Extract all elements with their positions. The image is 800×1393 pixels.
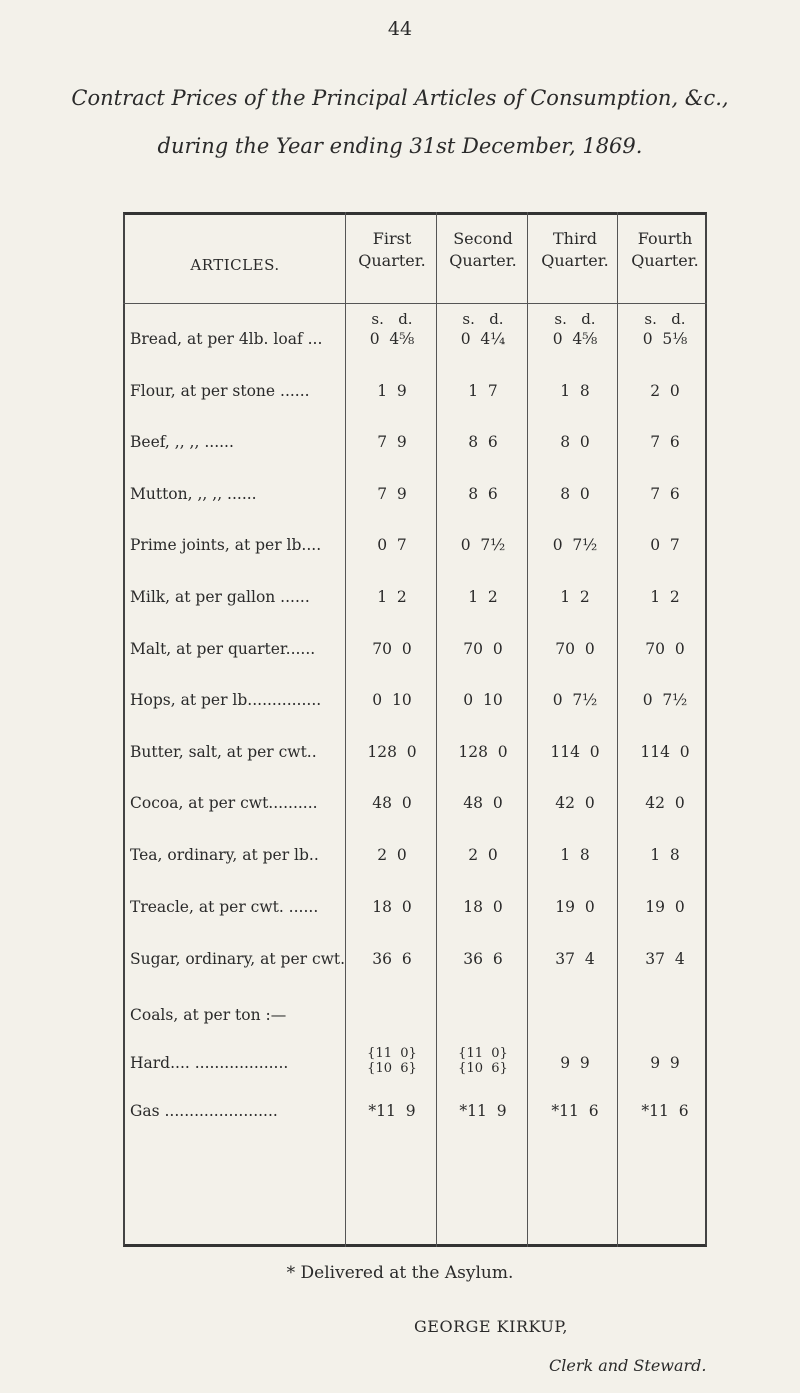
cell-q2: 128 0	[458, 743, 508, 761]
header-articles: ARTICLES.	[190, 256, 280, 274]
cell-q4: 1 8	[650, 846, 680, 864]
row-label: Flour, at per stone ......	[130, 382, 310, 400]
cell-q1: 1 2	[377, 588, 407, 606]
page-subtitle: during the Year ending 31st December, 1869.	[157, 134, 643, 158]
page-title: Contract Prices of the Principal Articles of Consumption, &c.,	[71, 86, 729, 110]
units-label: s. d.	[371, 310, 413, 328]
footnote: * Delivered at the Asylum.	[286, 1263, 514, 1283]
table-row	[0, 485, 800, 515]
row-label: Treacle, at per cwt. ......	[130, 898, 319, 916]
cell-q2: 48 0	[463, 794, 503, 812]
cell-q4: 70 0	[645, 640, 685, 658]
cell-q1: 70 0	[372, 640, 412, 658]
row-label: Mutton, ,, ,, ......	[130, 485, 257, 503]
cell-q1: 0 10	[372, 691, 412, 709]
row-label: Cocoa, at per cwt..........	[130, 794, 318, 812]
cell-q4: 0 7½	[642, 691, 688, 709]
cell-q1: 7 9	[377, 485, 407, 503]
cell-q3: 1 2	[560, 588, 590, 606]
cell-q1: *11 9	[368, 1102, 416, 1120]
cell-q1: 48 0	[372, 794, 412, 812]
table-row	[0, 433, 800, 463]
cell-q3: 0 7½	[552, 691, 598, 709]
row-label: Beef, ,, ,, ......	[130, 433, 234, 451]
cell-q2: 18 0	[463, 898, 503, 916]
row-label: Gas .......................	[130, 1102, 278, 1120]
row-label: Milk, at per gallon ......	[130, 588, 310, 606]
cell-q1: {11 0} {10 6}	[367, 1046, 417, 1076]
cell-q3: 8 0	[560, 485, 590, 503]
header-first-quarter: First Quarter.	[358, 229, 426, 270]
units-label: s. d.	[554, 310, 596, 328]
cell-q2: 2 0	[468, 846, 498, 864]
table-row	[0, 898, 800, 928]
cell-q4: 37 4	[645, 950, 685, 968]
cell-q4: 7 6	[650, 433, 680, 451]
cell-q2: *11 9	[459, 1102, 507, 1120]
cell-q1: 128 0	[367, 743, 417, 761]
cell-q1: 0 7	[377, 536, 407, 554]
cell-q2: 0 10	[463, 691, 503, 709]
cell-q2: 70 0	[463, 640, 503, 658]
cell-q2: 36 6	[463, 950, 503, 968]
cell-q4: 9 9	[650, 1054, 680, 1072]
cell-q2: 0 7½	[460, 536, 506, 554]
cell-q4: 1 2	[650, 588, 680, 606]
cell-q3: 114 0	[550, 743, 600, 761]
signer-name: GEORGE KIRKUP,	[414, 1317, 568, 1336]
table-row	[0, 846, 800, 876]
table-row	[0, 382, 800, 412]
cell-q1: 2 0	[377, 846, 407, 864]
page-number: 44	[387, 18, 413, 40]
row-label: Prime joints, at per lb....	[130, 536, 322, 554]
table-row	[0, 588, 800, 618]
units-label: s. d.	[644, 310, 686, 328]
cell-q3: 42 0	[555, 794, 595, 812]
cell-q2: 8 6	[468, 433, 498, 451]
table-row	[0, 330, 800, 360]
cell-q4: 2 0	[650, 382, 680, 400]
coals-heading-row	[0, 1006, 800, 1036]
row-label: Tea, ordinary, at per lb..	[130, 846, 319, 864]
cell-q1: 36 6	[372, 950, 412, 968]
cell-q4: 0 7	[650, 536, 680, 554]
cell-q2: 8 6	[468, 485, 498, 503]
header-third-quarter: Third Quarter.	[541, 229, 609, 270]
table-row	[0, 1102, 800, 1132]
cell-q4: 7 6	[650, 485, 680, 503]
row-label: Butter, salt, at per cwt..	[130, 743, 317, 761]
cell-q2: 0 4¼	[460, 330, 506, 348]
row-label: Sugar, ordinary, at per cwt.	[130, 950, 346, 968]
table-row	[0, 536, 800, 566]
row-label: Malt, at per quarter......	[130, 640, 316, 658]
cell-q1: 7 9	[377, 433, 407, 451]
cell-q3: 37 4	[555, 950, 595, 968]
cell-q3: 70 0	[555, 640, 595, 658]
cell-q1: 18 0	[372, 898, 412, 916]
cell-q4: 114 0	[640, 743, 690, 761]
table-row	[0, 640, 800, 670]
cell-q3: 0 7½	[552, 536, 598, 554]
units-label: s. d.	[462, 310, 504, 328]
cell-q3: 1 8	[560, 382, 590, 400]
cell-q4: 42 0	[645, 794, 685, 812]
cell-q2: 1 7	[468, 382, 498, 400]
cell-q2: 1 2	[468, 588, 498, 606]
cell-q3: *11 6	[551, 1102, 599, 1120]
row-label: Coals, at per ton :—	[130, 1006, 287, 1024]
header-second-quarter: Second Quarter.	[449, 229, 517, 270]
cell-q4: 0 5⅛	[642, 330, 688, 348]
table-row	[0, 950, 800, 980]
cell-q3: 0 4⅝	[552, 330, 598, 348]
table-row	[0, 1046, 800, 1096]
header-divider	[123, 303, 707, 304]
cell-q2: {11 0} {10 6}	[458, 1046, 508, 1076]
cell-q3: 9 9	[560, 1054, 590, 1072]
row-label: Bread, at per 4lb. loaf ...	[130, 330, 323, 348]
cell-q1: 1 9	[377, 382, 407, 400]
cell-q3: 8 0	[560, 433, 590, 451]
cell-q1: 0 4⅝	[369, 330, 415, 348]
header-fourth-quarter: Fourth Quarter.	[631, 229, 699, 270]
row-label: Hard.... ...................	[130, 1054, 289, 1072]
cell-q3: 19 0	[555, 898, 595, 916]
cell-q4: 19 0	[645, 898, 685, 916]
row-label: Hops, at per lb...............	[130, 691, 322, 709]
cell-q4: *11 6	[641, 1102, 689, 1120]
signer-role: Clerk and Steward.	[549, 1356, 707, 1375]
table-row	[0, 691, 800, 721]
table-row	[0, 743, 800, 773]
cell-q3: 1 8	[560, 846, 590, 864]
table-row	[0, 794, 800, 824]
